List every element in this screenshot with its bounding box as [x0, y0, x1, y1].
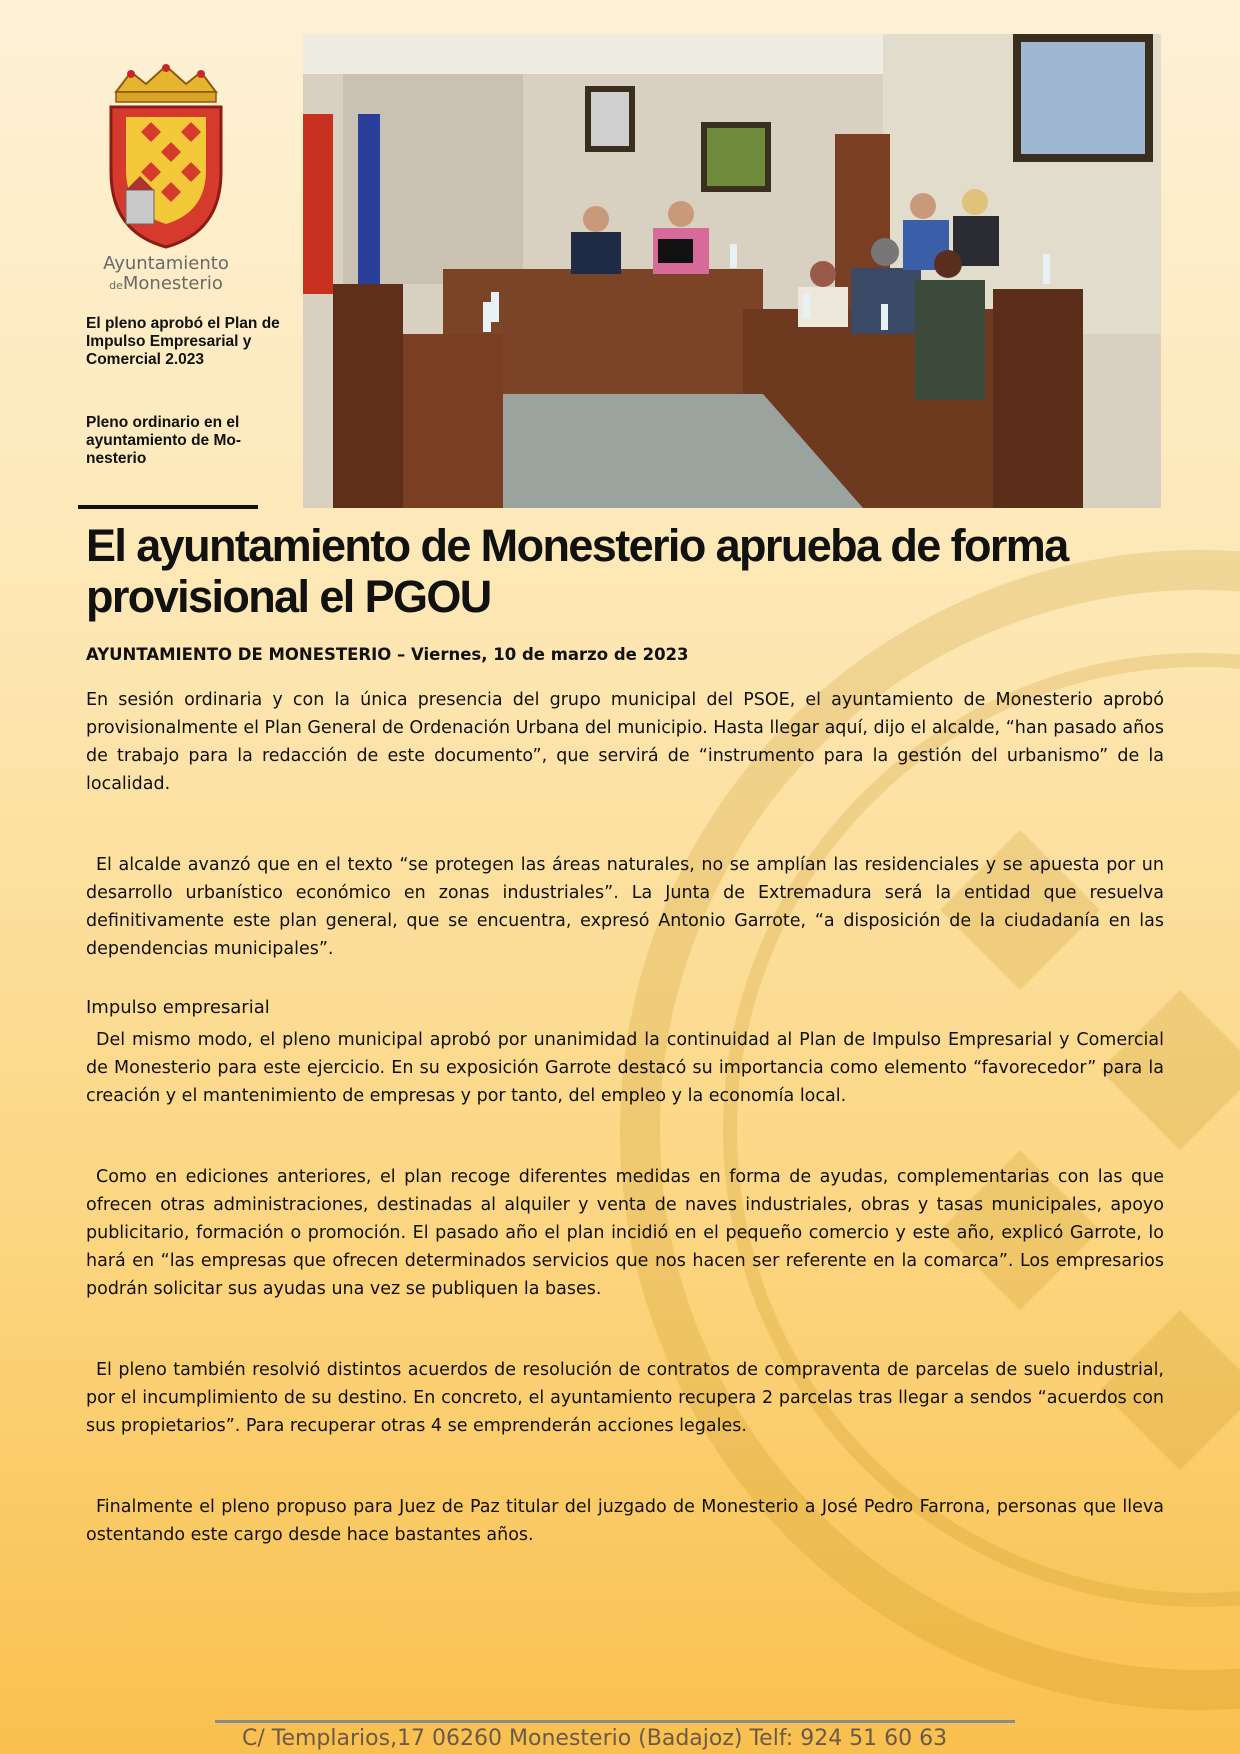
municipal-logo: [86, 62, 246, 302]
logo-text: [86, 254, 246, 296]
article-body: [86, 686, 1164, 1602]
logo-line-1: Ayuntamiento: [103, 253, 229, 274]
article-byline: AYUNTAMIENTO DE MONESTERIO – Viernes, 10 de marzo de 2023: [86, 645, 689, 664]
footer-divider: [215, 1720, 1015, 1723]
logo-line-2-name: Monesterio: [122, 273, 223, 294]
paragraph-3: Del mismo modo, el pleno municipal aprobó por unanimidad la continuidad al Plan de Impulso Empresarial y Comercial de Monesterio para este ejercicio. En su exposición Garrote destacó su importancia como elemento “favorecedor” para la creación y el mantenimiento de empresas y por tanto, del empleo y la economía local.: [86, 1030, 1164, 1106]
sidebar-blurb-2: Pleno ordinario en el ayuntamiento de Monesterio: [86, 414, 242, 467]
paragraph-1: En sesión ordinaria y con la única presencia del grupo municipal del PSOE, el ayuntamiento de Monesterio aprobó provisionalmente el Plan General de Ordenación Urbana del municipio. Hasta llegar aquí, dijo el alcalde, “han pasado años de trabajo para la redacción de este documento”, que servirá de “instrumento para la gestión del urbanismo” de la localidad.: [86, 690, 1164, 794]
paragraph-5: El pleno también resolvió distintos acuerdos de resolución de contratos de compraventa de parcelas de suelo industrial, por el incumplimiento de su destino. En concreto, el ayuntamiento recupera 2 parcelas tras llegar a sendos “acuerdos con sus propietarios”. Para recuperar otras 4 se emprenderán acciones legales.: [86, 1360, 1164, 1436]
article-title: El ayuntamiento de Monesterio aprueba de forma provisional el PGOU: [86, 520, 1068, 622]
paragraph-6: Finalmente el pleno propuso para Juez de Paz titular del juzgado de Monesterio a José Pedro Farrona, personas que lleva ostentando este cargo desde hace bastantes años.: [86, 1497, 1164, 1545]
paragraph-4: Como en ediciones anteriores, el plan recoge diferentes medidas en forma de ayudas, complementarias con las que ofrecen otras administraciones, destinadas al alquiler y venta de naves industriales, obras y tasas municipales, apoyo publicitario, formación o promoción. El pasado año el plan incidió en el pequeño comercio y este año, explicó Garrote, lo hará en “las empresas que ofrecen determinados servicios que nos hacen ser referente en la comarca”. Los empresarios podrán solicitar sus ayudas una vez se publiquen la bases.: [86, 1167, 1164, 1299]
council-meeting-photo: [303, 34, 1161, 508]
footer-address: C/ Templarios,17 06260 Monesterio (Badajoz) Telf: 924 51 60 63: [242, 1726, 948, 1751]
sidebar-divider: [78, 505, 258, 509]
sidebar-blurb-1: El pleno aprobó el Plan de Impulso Empresarial y Comercial 2.023: [86, 315, 280, 368]
paragraph-2: El alcalde avanzó que en el texto “se protegen las áreas naturales, no se amplían las residenciales y se apuesta por un desarrollo urbanístico económico en zonas industriales”. La Junta de Extremadura será la entidad que resuelva definitivamente este plan general, que se encuentra, expresó Antonio Garrote, “a disposición de la ciudadanía en las dependencias municipales”.: [86, 855, 1164, 959]
logo-line-2-prefix: de: [109, 279, 123, 292]
logo-line-2: [86, 274, 246, 296]
subheading: Impulso empresarial: [86, 997, 270, 1018]
coat-of-arms-icon: [86, 62, 246, 252]
